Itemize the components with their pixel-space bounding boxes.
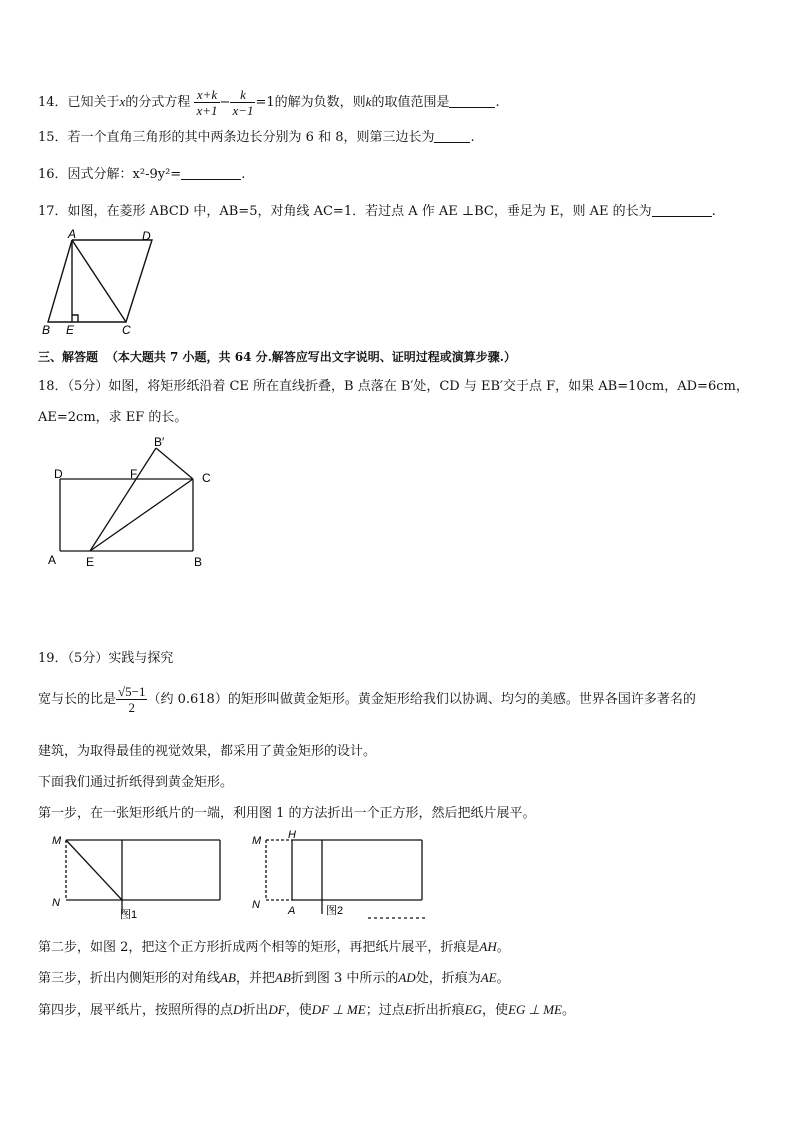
q19-l1-pre: 宽与长的比是	[38, 692, 117, 707]
q14-end: .	[495, 95, 500, 110]
fig2-label-A: A	[288, 905, 296, 917]
fig1-caption: 图1	[120, 909, 138, 921]
q14-prefix: 14．已知关于	[38, 95, 120, 110]
q19-l6-v3: AD	[398, 970, 416, 985]
question-18-line2: AE=2cm，求 EF 的长。	[38, 410, 188, 425]
q16-answer-blank[interactable]	[181, 167, 241, 180]
section-3-note: （本大题共 7 小题，共 64 分.解答应写出文字说明、证明过程或演算步骤.）	[105, 350, 516, 364]
q19-l6-e: 。	[496, 971, 510, 986]
q14-suffix2: 的取值范围是	[371, 95, 450, 110]
q17-text: 17．如图，在菱形 ABCD 中，AB=5，对角线 AC=1．若过点 A 作 AE ⊥BC，垂足为 E，则 AE 的长为	[38, 204, 652, 219]
q14-answer-blank[interactable]	[449, 95, 495, 108]
label-D: D	[54, 467, 63, 481]
q19-l6-c: 折到图 3 中所示的	[290, 971, 399, 986]
q15-answer-blank[interactable]	[434, 130, 470, 143]
q14-fraction-1	[194, 87, 219, 118]
q14-f1-numerator: x+k	[194, 87, 219, 103]
q19-l7-d: ；过点	[365, 1003, 405, 1018]
fig2-caption: 图2	[326, 905, 344, 917]
q19-l7-g: 。	[562, 1003, 576, 1018]
rhombus-figure	[38, 228, 168, 338]
q16-text: 16．因式分解：x²-9y²=	[38, 167, 182, 182]
question-14	[38, 84, 500, 120]
fig2-label-H: H	[288, 829, 296, 841]
label-B: B	[194, 555, 203, 569]
q14-fraction-2	[230, 87, 255, 118]
section-3-title: 三、解答题	[38, 350, 99, 364]
question-16	[38, 163, 245, 182]
golden-ratio-numerator: √5−1	[118, 684, 146, 699]
label-E: E	[66, 323, 75, 337]
question-19-title: 19．（5分）实践与探究	[38, 651, 174, 666]
q19-l7-v5: EG	[464, 1002, 483, 1017]
question-15	[38, 126, 475, 145]
q19-line2: 建筑，为取得最佳的视觉效果，都采用了黄金矩形的设计。	[38, 744, 377, 759]
label-D: D	[142, 229, 151, 243]
q16-end: .	[241, 167, 246, 182]
fig1-label-N: N	[52, 897, 60, 909]
q14-f2-denominator: x−1	[232, 103, 254, 118]
figure-1	[44, 830, 224, 922]
label-A: A	[68, 228, 77, 241]
q19-l7-a: 第四步，展平纸片，按照所得的点	[38, 1003, 234, 1018]
q19-l7-v4: E	[404, 1002, 413, 1017]
q19-l7-v2: DF	[268, 1002, 286, 1017]
q19-l6-v1: AB	[220, 970, 236, 985]
q19-line1	[38, 680, 696, 720]
q19-l5-pre: 第二步，如图 2，把这个正方形折成两个相等的矩形，再把纸片展平，折痕是	[38, 940, 480, 955]
figure-2	[250, 828, 430, 924]
q14-f1-denominator: x+1	[196, 103, 218, 118]
label-B: B	[42, 323, 51, 337]
q19-l6-v4: AE	[480, 970, 497, 985]
q19-l7-v6: EG ⊥ ME	[508, 1002, 562, 1017]
q19-line6	[38, 967, 510, 986]
label-E: E	[86, 555, 95, 569]
q19-l7-f: ，使	[482, 1003, 509, 1018]
q19-line5	[38, 936, 510, 955]
q19-l7-e: 折出折痕	[412, 1003, 465, 1018]
q19-l7-v1: D	[233, 1002, 243, 1017]
q14-var-x: x	[119, 94, 126, 109]
question-17	[38, 200, 716, 219]
q19-line4: 第一步，在一张矩形纸片的一端，利用图 1 的方法折出一个正方形，然后把纸片展平。	[38, 806, 536, 821]
golden-ratio-denominator: 2	[128, 700, 135, 715]
q17-answer-blank[interactable]	[652, 204, 712, 217]
section-3-header	[38, 348, 516, 365]
q14-f2-numerator: k	[230, 87, 255, 103]
q19-l5-var: AH	[479, 939, 497, 954]
q14-mid: 的分式方程	[125, 95, 191, 110]
q19-l7-c: ，使	[285, 1003, 312, 1018]
q15-end: .	[470, 130, 475, 145]
label-A: A	[48, 553, 57, 567]
q19-l6-v2: AB	[274, 970, 291, 985]
question-18-line1: 18．（5分）如图，将矩形纸沿着 CE 所在直线折叠，B 点落在 B′处，CD 与 EB′交于点 F，如果 AB=10cm，AD=6cm，	[38, 379, 749, 394]
q14-var-k: k	[365, 94, 372, 109]
q19-l6-d: 处，折痕为	[415, 971, 481, 986]
fig2-label-M: M	[252, 835, 262, 847]
label-C: C	[202, 471, 211, 485]
q19-l6-b: ，并把	[235, 971, 275, 986]
q19-l1-post: （约 0.618）的矩形叫做黄金矩形。黄金矩形给我们以协调、均匀的美感。世界各国许多著名的	[147, 692, 696, 707]
q19-l5-end: 。	[496, 940, 510, 955]
q19-l7-v3: DF ⊥ ME	[311, 1002, 366, 1017]
label-F: F	[130, 467, 138, 481]
golden-ratio-fraction	[116, 684, 147, 715]
label-B-prime: B′	[154, 436, 165, 449]
q15-text: 15．若一个直角三角形的其中两条边长分别为 6 和 8，则第三边长为	[38, 130, 435, 145]
label-C: C	[122, 323, 131, 337]
q19-l6-a: 第三步，折出内侧矩形的对角线	[38, 971, 221, 986]
q19-line3: 下面我们通过折纸得到黄金矩形。	[38, 775, 234, 790]
q14-suffix1: 的解为负数，则	[274, 95, 366, 110]
fig1-label-M: M	[52, 835, 62, 847]
q14-equals: =1	[255, 95, 275, 110]
q19-line7	[38, 999, 575, 1018]
fig2-label-N: N	[252, 899, 260, 911]
q14-minus: −	[219, 95, 231, 110]
q19-l7-b: 折出	[242, 1003, 269, 1018]
folded-rectangle-figure	[40, 436, 220, 571]
q17-end: .	[711, 204, 716, 219]
